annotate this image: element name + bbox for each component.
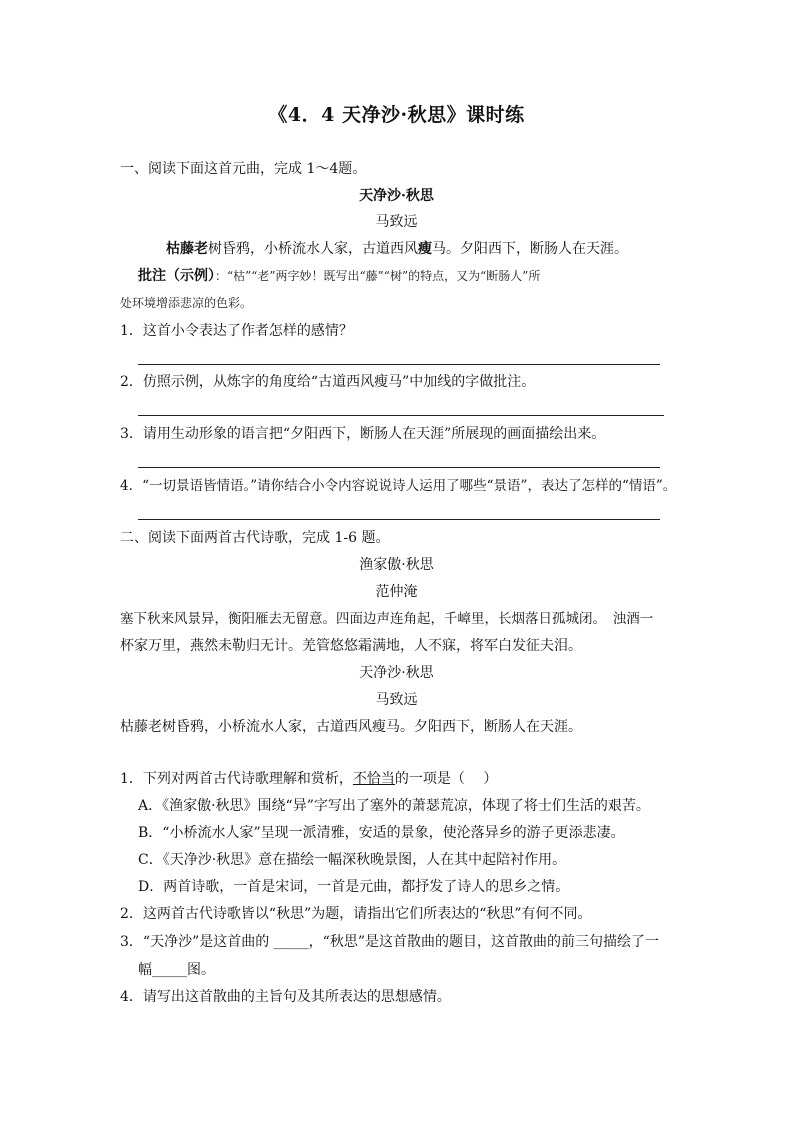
poem-text-b: 马。夕阳西下，断肠人在天涯。: [432, 241, 628, 257]
s1-question-4: 4．“一切景语皆情语。”请你结合小令内容说说诗人运用了哪些“景语”，表达了怎样的“情语”。: [120, 478, 677, 494]
s2-question-3-line-2: 幅_____图。: [138, 962, 215, 978]
annotation-label: 批注（示例）: [138, 268, 215, 284]
s2-question-3-line-1: 3．“天净沙”是这首曲的 _____，“秋思”是这首散曲的题目，这首散曲的前三句描绘了一: [120, 934, 659, 950]
poem-emphasis-kulao: 枯藤老: [166, 241, 208, 257]
answer-line-4[interactable]: [138, 519, 660, 520]
annotation-text: ：“枯”“老”两字妙！既写出“藤”“树”的特点，又为“断肠人”所: [215, 269, 541, 283]
poem-text-a: 树昏鸦，小桥流水人家，古道西风: [208, 241, 418, 257]
poem1-line-2: 杯家万里，燕然未勒归无计。羌管悠悠霜满地，人不寐，将军白发征夫泪。: [120, 638, 582, 654]
annotation-line-2: 处环境增添悲凉的色彩。: [120, 296, 253, 310]
q1-suffix: 的一项是（ ）: [394, 771, 498, 787]
poem1-author: 范仲淹: [375, 584, 418, 600]
q1-prefix: 1．下列对两首古代诗歌理解和赏析，: [120, 771, 353, 787]
section1-poem-title: 天净沙·秋思: [359, 188, 434, 204]
s1-question-1: 1．这首小令表达了作者怎样的感情？: [120, 323, 353, 339]
s2-question-2: 2．这两首古代诗歌皆以“秋思”为题，请指出它们所表达的“秋思”有何不同。: [120, 906, 592, 922]
option-b[interactable]: B．“小桥流水人家”呈现一派清雅，安适的景象，使沦落异乡的游子更添悲凄。: [138, 825, 625, 841]
option-c[interactable]: C．《天净沙·秋思》意在描绘一幅深秋晚景图，人在其中起陪衬作用。: [138, 852, 567, 868]
option-d[interactable]: D．两首诗歌，一首是宋词，一首是元曲，都抒发了诗人的思乡之情。: [138, 879, 570, 895]
s2-question-1: [120, 770, 497, 788]
section2-heading: 二、阅读下面两首古代诗歌，完成 1-6 题。: [120, 530, 390, 546]
answer-line-3[interactable]: [138, 467, 660, 468]
answer-line-2[interactable]: [138, 415, 664, 416]
s1-question-2: 2．仿照示例，从炼字的角度给“古道西风瘦马”中加线的字做批注。: [120, 374, 536, 390]
section1-poem-author: 马致远: [375, 214, 418, 230]
q1-underlined: 不恰当: [352, 771, 395, 787]
option-a[interactable]: A．《渔家傲·秋思》围绕“异”字写出了塞外的萧瑟荒凉，体现了将士们生活的艰苦。: [138, 798, 650, 814]
page-title: 《4．4 天净沙·秋思》课时练: [268, 104, 525, 126]
poem1-line-1: 塞下秋来风景异，衡阳雁去无留意。四面边声连角起，千嶂里，长烟落日孤城闭。 浊酒一: [120, 611, 654, 627]
section1-poem-line: [166, 240, 628, 258]
s1-question-3: 3．请用生动形象的语言把“夕阳西下，断肠人在天涯”所展现的画面描绘出来。: [120, 426, 606, 442]
answer-line-1[interactable]: [138, 364, 660, 365]
poem1-title: 渔家傲·秋思: [359, 557, 434, 573]
poem2-author: 马致远: [375, 692, 418, 708]
s2-question-4: 4．请写出这首散曲的主旨句及其所表达的思想感情。: [120, 989, 451, 1005]
annotation-line-1: [138, 267, 540, 285]
poem2-line: 枯藤老树昏鸦，小桥流水人家，古道西风瘦马。夕阳西下，断肠人在天涯。: [120, 719, 582, 735]
section1-heading: 一、阅读下面这首元曲，完成 1～4题。: [120, 161, 367, 177]
poem-emphasis-shou: 瘦: [418, 241, 432, 257]
poem2-title: 天净沙·秋思: [359, 665, 434, 681]
